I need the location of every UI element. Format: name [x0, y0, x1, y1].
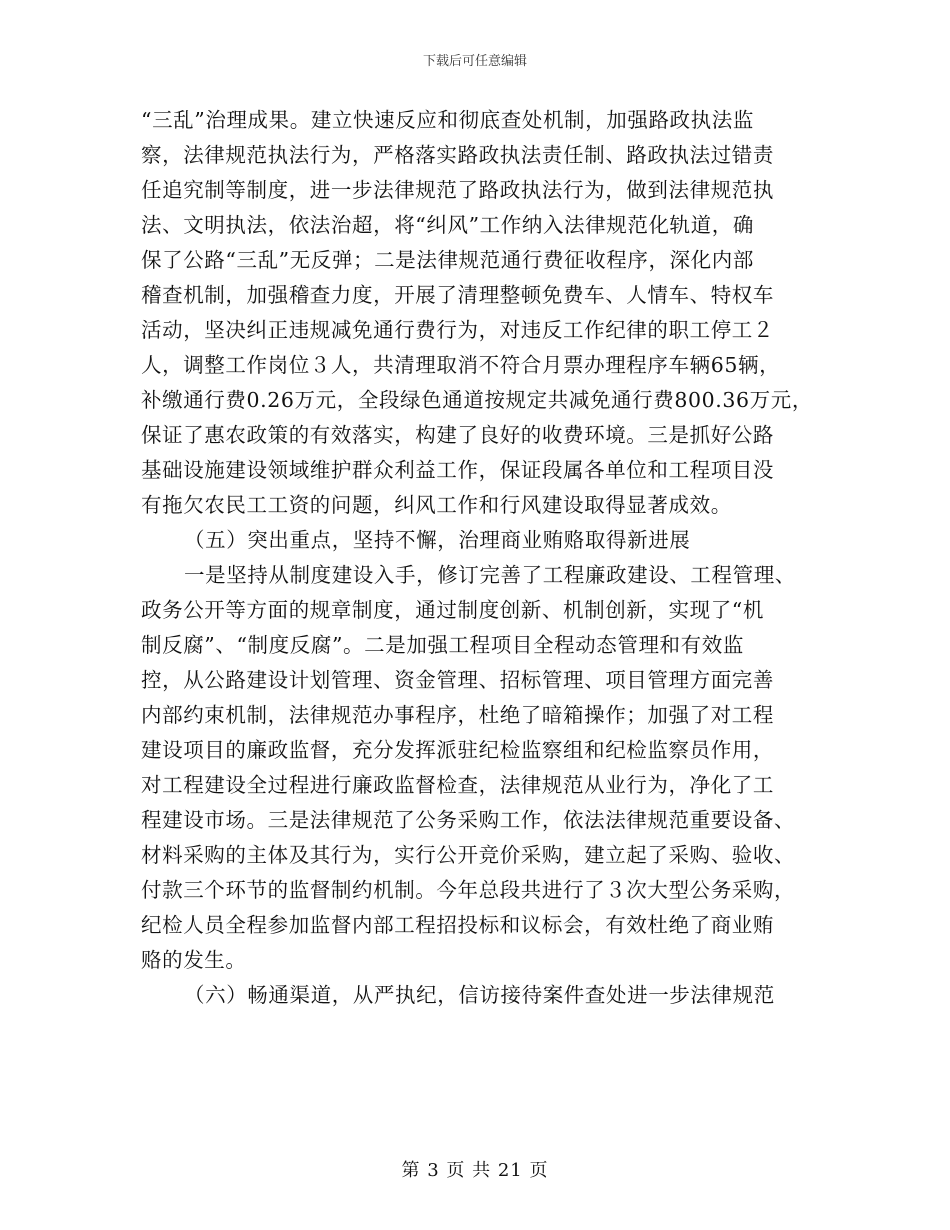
body-line: 制反腐”、“制度反腐”。二是加强工程项目全程动态管理和有效监 [141, 633, 744, 657]
body-line: 保了公路“三乱”无反弹；二是法律规范通行费征收程序，深化内部 [141, 248, 754, 272]
body-line: 材料采购的主体及其行为，实行公开竞价采购，建立起了采购、验收、 [141, 843, 796, 867]
body-line: 基础设施建设领域维护群众利益工作，保证段属各单位和工程项目没 [141, 458, 774, 482]
section-heading: （六）畅通渠道，从严执纪，信访接待案件查处进一步法律规范 [184, 983, 775, 1007]
body-line: 有拖欠农民工工资的问题，纠风工作和行风建设取得显著成效。 [141, 493, 732, 517]
body-line: 建设项目的廉政监督，充分发挥派驻纪检监察组和纪检监察员作用， [141, 738, 774, 762]
body-line: 保证了惠农政策的有效落实，构建了良好的收费环境。三是抓好公路 [141, 423, 774, 447]
body-line: 一是坚持从制度建设入手，修订完善了工程廉政建设、工程管理、 [184, 563, 796, 587]
body-line: “三乱”治理成果。建立快速反应和彻底查处机制，加强路政执法监 [141, 108, 754, 132]
body-line: 赂的发生。 [141, 948, 247, 972]
page-footer: 第 3 页 共 21 页 [401, 1160, 549, 1181]
body-line: 稽查机制，加强稽查力度，开展了清理整顿免费车、人情车、特权车 [141, 283, 774, 307]
body-line: 内部约束机制，法律规范办事程序，杜绝了暗箱操作；加强了对工程 [141, 703, 774, 727]
header-note: 下载后可任意编辑 [422, 54, 527, 69]
section-heading: （五）突出重点，坚持不懈，治理商业贿赂取得新进展 [184, 528, 691, 552]
body-line: 察，法律规范执法行为，严格落实路政执法责任制、路政执法过错责 [141, 143, 774, 167]
body-line: 对工程建设全过程进行廉政监督检查，法律规范从业行为，净化了工 [141, 773, 774, 797]
body-line: 活动，坚决纠正违规减免通行费行为，对违反工作纪律的职工停工２ [141, 318, 774, 342]
body-line: 政务公开等方面的规章制度，通过制度创新、机制创新，实现了“机 [141, 598, 764, 622]
body-line: 任追究制等制度，进一步法律规范了路政执法行为，做到法律规范执 [141, 178, 774, 202]
body-line: 人，调整工作岗位３人，共清理取消不符合月票办理程序车辆65辆， [141, 353, 781, 377]
body-line: 付款三个环节的监督制约机制。今年总段共进行了３次大型公务采购， [141, 878, 796, 902]
body-line: 法、文明执法，依法治超，将“纠风”工作纳入法律规范化轨道，确 [141, 213, 754, 237]
body-line: 程建设市场。三是法律规范了公务采购工作，依法法律规范重要设备、 [141, 808, 796, 832]
body-line: 补缴通行费0.26万元，全段绿色通道按规定共减免通行费800.36万元， [141, 388, 813, 412]
body-line: 纪检人员全程参加监督内部工程招投标和议标会，有效杜绝了商业贿 [141, 913, 774, 937]
body-line: 控，从公路建设计划管理、资金管理、招标管理、项目管理方面完善 [141, 668, 774, 692]
